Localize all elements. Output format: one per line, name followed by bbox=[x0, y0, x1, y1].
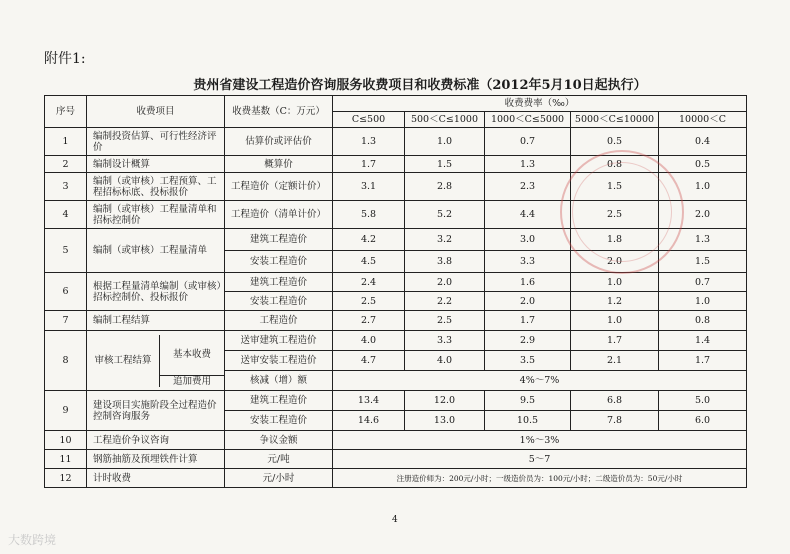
rate-cell: 2.0 bbox=[659, 201, 747, 229]
row-seq: 4 bbox=[45, 201, 87, 229]
rate-cell: 2.9 bbox=[485, 331, 571, 351]
row-seq: 8 bbox=[45, 331, 87, 391]
rate-cell: 12.0 bbox=[405, 391, 485, 411]
row-seq: 11 bbox=[45, 450, 87, 469]
rate-cell: 2.0 bbox=[485, 292, 571, 311]
document-title: 贵州省建设工程造价咨询服务收费项目和收费标准（2012年5月10日起执行） bbox=[193, 78, 647, 93]
row-base: 安装工程造价 bbox=[225, 251, 333, 273]
rate-cell: 6.0 bbox=[659, 411, 747, 431]
merged-rate: 5～7 bbox=[333, 450, 747, 469]
rate-cell: 2.7 bbox=[333, 311, 405, 331]
header-range: C≤500 bbox=[333, 112, 405, 128]
row-item: 工程造价争议咨询 bbox=[87, 431, 225, 450]
row-item: 编制工程结算 bbox=[87, 311, 225, 331]
rate-cell: 0.7 bbox=[659, 273, 747, 292]
table-row bbox=[45, 201, 747, 229]
rate-cell: 5.2 bbox=[405, 201, 485, 229]
table-row bbox=[45, 128, 747, 156]
rate-cell: 5.8 bbox=[333, 201, 405, 229]
table-row bbox=[45, 311, 747, 331]
rate-cell: 1.0 bbox=[571, 311, 659, 331]
row-item: 钢筋抽筋及预埋铁件计算 bbox=[87, 450, 225, 469]
rate-cell: 1.3 bbox=[485, 156, 571, 173]
rate-cell: 1.4 bbox=[659, 331, 747, 351]
rate-cell: 2.8 bbox=[405, 173, 485, 201]
rate-cell: 1.0 bbox=[659, 292, 747, 311]
rate-cell: 2.4 bbox=[333, 273, 405, 292]
rate-cell: 0.5 bbox=[571, 128, 659, 156]
rate-cell: 2.0 bbox=[571, 251, 659, 273]
row-item: 审核工程结算 bbox=[87, 335, 160, 387]
row-item: 根据工程量清单编制（或审核）招标控制价、投标报价 bbox=[87, 273, 225, 311]
row-base: 建筑工程造价 bbox=[225, 229, 333, 251]
row-seq: 6 bbox=[45, 273, 87, 311]
rate-cell: 0.8 bbox=[659, 311, 747, 331]
rate-cell: 2.5 bbox=[571, 201, 659, 229]
table-row bbox=[45, 431, 747, 450]
rate-cell: 1.7 bbox=[333, 156, 405, 173]
row-base: 工程造价（定额计价） bbox=[225, 173, 333, 201]
header-seq: 序号 bbox=[45, 96, 87, 128]
rate-cell: 5.0 bbox=[659, 391, 747, 411]
row-base: 建筑工程造价 bbox=[225, 273, 333, 292]
header-item: 收费项目 bbox=[87, 96, 225, 128]
row-item-split bbox=[87, 331, 225, 391]
row-item: 编制投资估算、可行性经济评价 bbox=[87, 128, 225, 156]
rate-cell: 1.5 bbox=[659, 251, 747, 273]
table-row bbox=[45, 391, 747, 411]
row-seq: 10 bbox=[45, 431, 87, 450]
rate-cell: 3.0 bbox=[485, 229, 571, 251]
sub-item: 基本收费 bbox=[160, 335, 224, 376]
rate-cell: 1.3 bbox=[659, 229, 747, 251]
rate-cell: 4.2 bbox=[333, 229, 405, 251]
table-row bbox=[45, 469, 747, 488]
table-row bbox=[45, 450, 747, 469]
rate-cell: 2.1 bbox=[571, 351, 659, 371]
rate-cell: 2.5 bbox=[333, 292, 405, 311]
rate-cell: 3.3 bbox=[405, 331, 485, 351]
rate-cell: 4.0 bbox=[405, 351, 485, 371]
rate-cell: 10.5 bbox=[485, 411, 571, 431]
header-range: 10000＜C bbox=[659, 112, 747, 128]
rate-cell: 4.0 bbox=[333, 331, 405, 351]
merged-rate-note: 注册造价师为：200元/小时；一级造价员为：100元/小时；二级造价员为：50元/小时 bbox=[333, 469, 747, 488]
rate-cell: 0.4 bbox=[659, 128, 747, 156]
rate-cell: 2.3 bbox=[485, 173, 571, 201]
rate-cell: 1.3 bbox=[333, 128, 405, 156]
row-base: 工程造价（清单计价） bbox=[225, 201, 333, 229]
row-base: 核减（增）额 bbox=[225, 371, 333, 391]
row-base: 工程造价 bbox=[225, 311, 333, 331]
rate-cell: 6.8 bbox=[571, 391, 659, 411]
table-row bbox=[45, 229, 747, 251]
row-base: 元/吨 bbox=[225, 450, 333, 469]
rate-cell: 4.7 bbox=[333, 351, 405, 371]
row-base: 争议金额 bbox=[225, 431, 333, 450]
row-base: 安装工程造价 bbox=[225, 411, 333, 431]
row-seq: 12 bbox=[45, 469, 87, 488]
rate-cell: 0.8 bbox=[571, 156, 659, 173]
attachment-label: 附件1: bbox=[44, 51, 86, 67]
header-rate: 收费费率（‰） bbox=[333, 96, 747, 112]
rate-cell: 4.4 bbox=[485, 201, 571, 229]
row-seq: 1 bbox=[45, 128, 87, 156]
table-row bbox=[45, 273, 747, 292]
row-item: 计时收费 bbox=[87, 469, 225, 488]
row-seq: 5 bbox=[45, 229, 87, 273]
row-base: 送审建筑工程造价 bbox=[225, 331, 333, 351]
row-base: 建筑工程造价 bbox=[225, 391, 333, 411]
rate-cell: 1.7 bbox=[485, 311, 571, 331]
row-base: 元/小时 bbox=[225, 469, 333, 488]
row-item: 编制（或审核）工程量清单和招标控制价 bbox=[87, 201, 225, 229]
rate-cell: 1.7 bbox=[571, 331, 659, 351]
rate-cell: 1.0 bbox=[571, 273, 659, 292]
row-base: 安装工程造价 bbox=[225, 292, 333, 311]
header-range: 1000＜C≤5000 bbox=[485, 112, 571, 128]
row-item: 编制设计概算 bbox=[87, 156, 225, 173]
rate-cell: 14.6 bbox=[333, 411, 405, 431]
row-seq: 2 bbox=[45, 156, 87, 173]
rate-cell: 1.0 bbox=[405, 128, 485, 156]
rate-cell: 3.3 bbox=[485, 251, 571, 273]
row-item: 编制（或审核）工程预算、工程招标标底、投标报价 bbox=[87, 173, 225, 201]
merged-rate: 4%～7% bbox=[333, 371, 747, 391]
rate-cell: 3.5 bbox=[485, 351, 571, 371]
page-number: 4 bbox=[392, 515, 398, 525]
rate-cell: 1.8 bbox=[571, 229, 659, 251]
row-item: 建设项目实施阶段全过程造价控制咨询服务 bbox=[87, 391, 225, 431]
rate-cell: 1.5 bbox=[405, 156, 485, 173]
rate-cell: 7.8 bbox=[571, 411, 659, 431]
row-seq: 3 bbox=[45, 173, 87, 201]
fee-table bbox=[44, 95, 747, 488]
rate-cell: 9.5 bbox=[485, 391, 571, 411]
sub-item: 追加费用 bbox=[172, 375, 211, 387]
header-range: 5000＜C≤10000 bbox=[571, 112, 659, 128]
rate-cell: 4.5 bbox=[333, 251, 405, 273]
rate-cell: 2.5 bbox=[405, 311, 485, 331]
rate-cell: 0.5 bbox=[659, 156, 747, 173]
rate-cell: 1.6 bbox=[485, 273, 571, 292]
rate-cell: 2.2 bbox=[405, 292, 485, 311]
row-item: 编制（或审核）工程量清单 bbox=[87, 229, 225, 273]
header-range: 500＜C≤1000 bbox=[405, 112, 485, 128]
row-base: 估算价或评估价 bbox=[225, 128, 333, 156]
table-row bbox=[45, 331, 747, 351]
rate-cell: 1.2 bbox=[571, 292, 659, 311]
rate-cell: 2.0 bbox=[405, 273, 485, 292]
rate-cell: 13.0 bbox=[405, 411, 485, 431]
table-row bbox=[45, 173, 747, 201]
rate-cell: 13.4 bbox=[333, 391, 405, 411]
rate-cell: 1.5 bbox=[571, 173, 659, 201]
rate-cell: 0.7 bbox=[485, 128, 571, 156]
rate-cell: 3.2 bbox=[405, 229, 485, 251]
row-seq: 9 bbox=[45, 391, 87, 431]
rate-cell: 3.8 bbox=[405, 251, 485, 273]
rate-cell: 3.1 bbox=[333, 173, 405, 201]
rate-cell: 1.7 bbox=[659, 351, 747, 371]
header-base: 收费基数（C：万元） bbox=[225, 96, 333, 128]
row-base: 概算价 bbox=[225, 156, 333, 173]
row-seq: 7 bbox=[45, 311, 87, 331]
row-base: 送审安装工程造价 bbox=[225, 351, 333, 371]
watermark: 大数跨境 bbox=[8, 533, 57, 547]
merged-rate: 1%～3% bbox=[333, 431, 747, 450]
table-row bbox=[45, 156, 747, 173]
rate-cell: 1.0 bbox=[659, 173, 747, 201]
